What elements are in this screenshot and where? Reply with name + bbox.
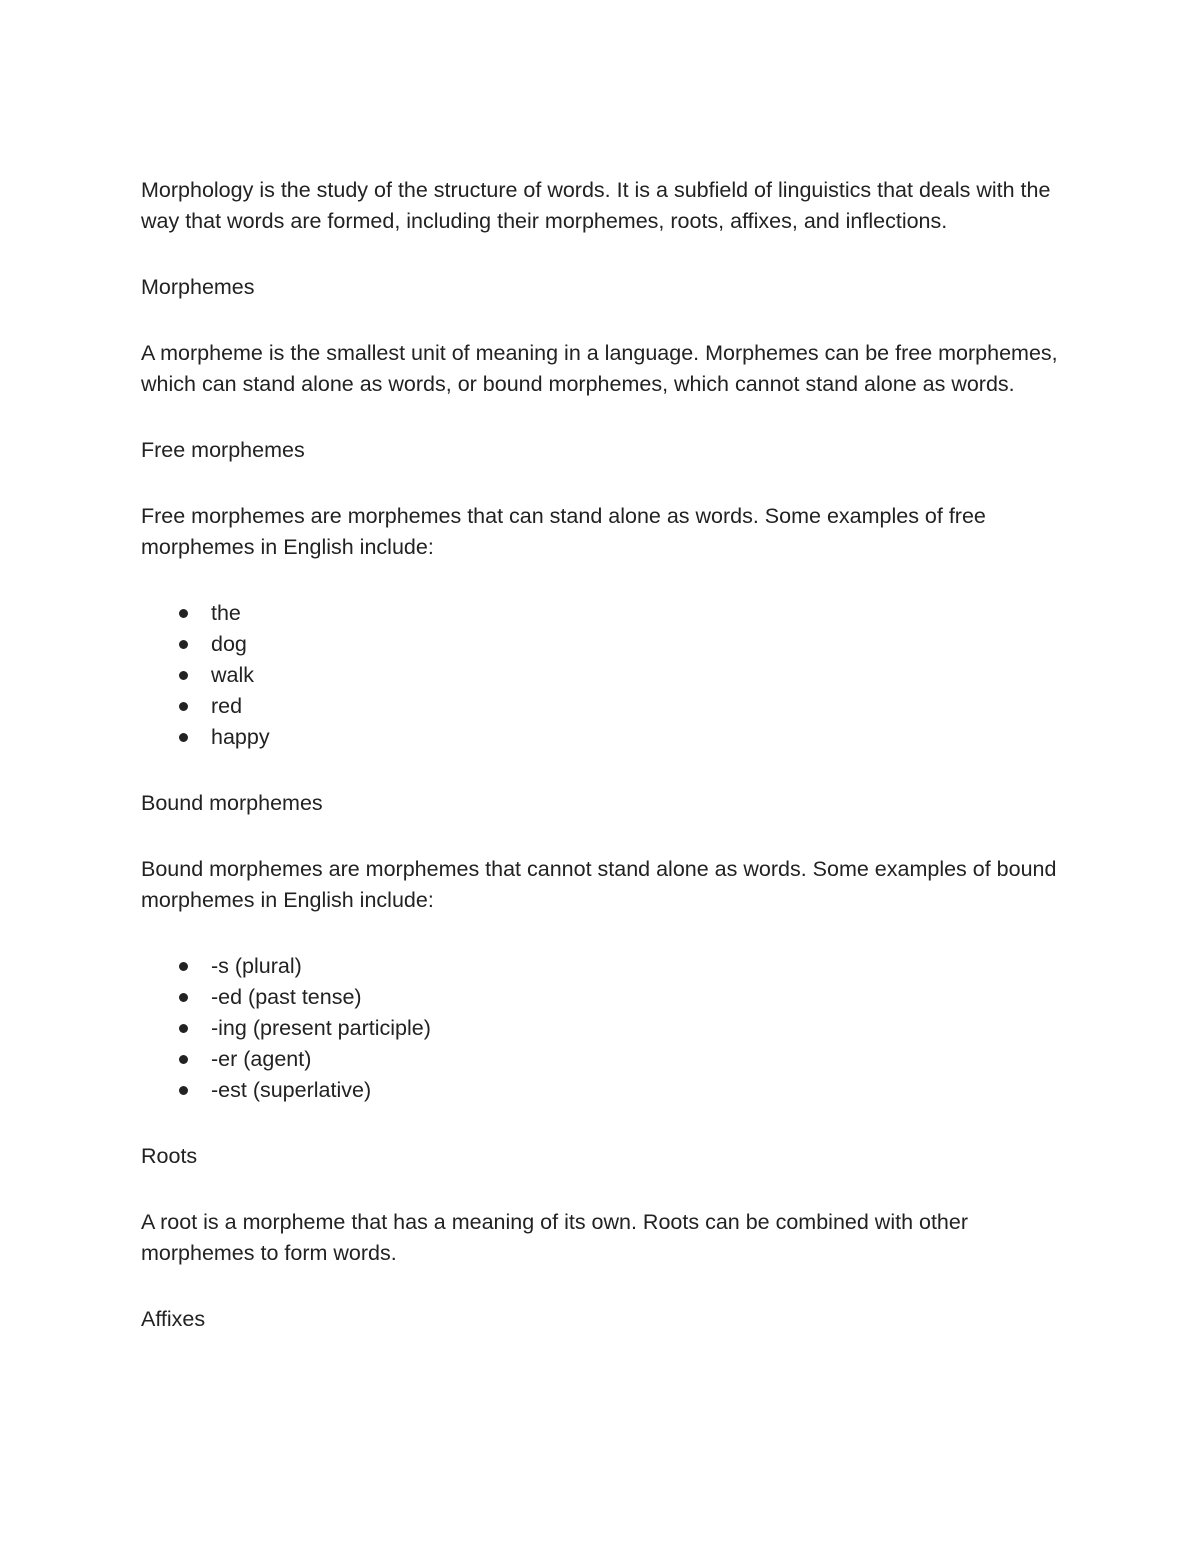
- document-page: [141, 175, 1061, 1370]
- affixes-heading: Affixes: [141, 1307, 206, 1331]
- roots-paragraph: A root is a morpheme that has a meaning of its own. Roots can be combined with other morphemes to form words.: [141, 1210, 969, 1265]
- list-item: [141, 598, 1061, 629]
- list-item-text: -ed (past tense): [211, 985, 362, 1009]
- list-item-text: walk: [211, 663, 255, 687]
- intro-paragraph: Morphology is the study of the structure of words. It is a subfield of linguistics that deals with the way that words are formed, including their morphemes, roots, affixes, and inflections.: [141, 178, 1051, 233]
- free-morphemes-heading: Free morphemes: [141, 438, 305, 462]
- list-item-text: -ing (present participle): [211, 1016, 431, 1040]
- list-item: [141, 722, 1061, 753]
- list-item-text: dog: [211, 632, 247, 656]
- list-item-text: -er (agent): [211, 1047, 312, 1071]
- bullet-icon: [179, 702, 188, 711]
- list-item: [141, 1075, 1061, 1106]
- bound-morphemes-list: [141, 951, 1061, 1106]
- bullet-icon: [179, 640, 188, 649]
- list-item-text: happy: [211, 725, 270, 749]
- bullet-icon: [179, 609, 188, 618]
- bound-morphemes-paragraph: Bound morphemes are morphemes that cannot stand alone as words. Some examples of bound morphemes in English include:: [141, 857, 1057, 912]
- bullet-icon: [179, 1055, 188, 1064]
- list-item-text: red: [211, 694, 243, 718]
- morphemes-heading: Morphemes: [141, 275, 255, 299]
- bullet-icon: [179, 733, 188, 742]
- list-item: [141, 982, 1061, 1013]
- bullet-icon: [179, 1086, 188, 1095]
- bullet-icon: [179, 993, 188, 1002]
- list-item: [141, 660, 1061, 691]
- list-item: [141, 629, 1061, 660]
- free-morphemes-list: [141, 598, 1061, 753]
- bullet-icon: [179, 671, 188, 680]
- bullet-icon: [179, 962, 188, 971]
- list-item: [141, 951, 1061, 982]
- bullet-icon: [179, 1024, 188, 1033]
- roots-heading: Roots: [141, 1144, 198, 1168]
- list-item: [141, 1044, 1061, 1075]
- list-item-text: -est (superlative): [211, 1078, 372, 1102]
- free-morphemes-paragraph: Free morphemes are morphemes that can stand alone as words. Some examples of free morphemes in English include:: [141, 504, 986, 559]
- list-item-text: the: [211, 601, 241, 625]
- list-item: [141, 1013, 1061, 1044]
- morphemes-paragraph: A morpheme is the smallest unit of meaning in a language. Morphemes can be free morphemes, which can stand alone as words, or bound morphemes, which cannot stand alone as words.: [141, 341, 1058, 396]
- bound-morphemes-heading: Bound morphemes: [141, 791, 323, 815]
- list-item: [141, 691, 1061, 722]
- list-item-text: -s (plural): [211, 954, 302, 978]
